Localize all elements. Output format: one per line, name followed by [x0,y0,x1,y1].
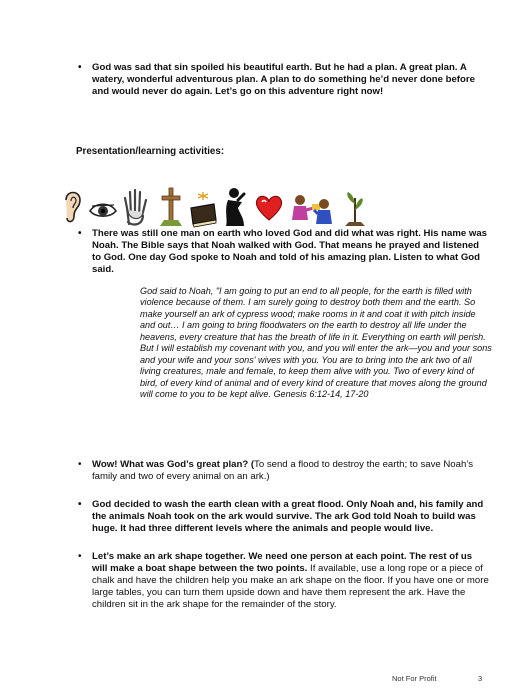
bullet-ark-shape [78,551,490,611]
section-heading: Presentation/learning activities: [76,146,225,157]
bullet-flood-text: God decided to wash the earth clean with a great flood. Only Noah and, his family and the animals Noah took on the ark would survive. The ark God told Noah to build was huge. It had three different levels where the animals and people would live. [92,499,484,535]
learning-icons-row [62,186,372,230]
heart-icon [254,194,284,222]
page-number: 3 [478,674,483,683]
eye-icon [88,200,118,220]
bullet-dot: • [78,228,82,239]
bullet-ark-shape-instruction: Let’s make an ark shape together. We need one person at each point. The rest of us will make a boat shape between the two points. [92,551,473,575]
bullet-intro-text: God was sad that sin spoiled his beautiful earth. But he had a plan. A great plan. A watery, wonderful adventurous plan. A plan to do something he’d never done before and would never do again. Let’s go on this adventure right now! [92,62,475,98]
bullet-intro [78,62,490,98]
bullet-great-plan-question: Wow! What was God’s great plan? ( [92,459,255,470]
bullet-flood [78,499,490,535]
footer-label: Not For Profit [392,674,437,683]
ear-icon [62,186,84,226]
bullet-dot: • [78,62,82,73]
bullet-great-plan [78,459,490,483]
children-serving-icon [290,192,336,228]
cross-icon [158,186,184,228]
bullet-dot: • [78,459,82,470]
hand-icon [122,186,150,226]
bullet-ark-shape-details: If available, use a long rope or a piece of chalk and have the children help you make an ark shape on the floor. If you have one or more large tables, you can turn them upside down and have them represent the ark. Have the children sit in the ark shape for the remainder of the story. [92,563,489,611]
bullet-great-plan-answer: To send a flood to destroy the earth; to save Noah’s family and two of every animal on an ark.) [92,459,474,483]
praying-person-icon [222,186,248,228]
bullet-noah-text: There was still one man on earth who loved God and did what was right. His name was Noah. The Bible says that Noah walked with God. That means he prayed and listened to God. One day God spoke to Noah and told of his amazing plan. Listen to what God said. [92,228,488,276]
bullet-dot: • [78,499,82,510]
bullet-dot: • [78,551,82,562]
scripture-quote: God said to Noah, "I am going to put an end to all people, for the earth is filled with violence because of them. I am surely going to destroy both them and the earth. So make yourself an ark of cypress wood; make rooms in it and coat it with pitch inside and out… I am going to bring floodwaters on the earth to destroy all life under the heavens, every creature that has the breath of life in it. Everything on earth will perish. But I will establish my covenant with you, and you will enter the ark—you and your sons and your wife and your sons' wives with you. You are to bring into the ark two of all living creatures, male and female, to keep them alive with you. Two of every kind of bird, of every kind of animal and of every kind of creature that moves along the ground will come to you to be kept alive. Genesis 6:12-14, 17-20 [140,286,492,400]
bullet-noah [78,228,490,276]
plant-growing-icon [342,188,368,228]
bible-icon [188,190,218,228]
